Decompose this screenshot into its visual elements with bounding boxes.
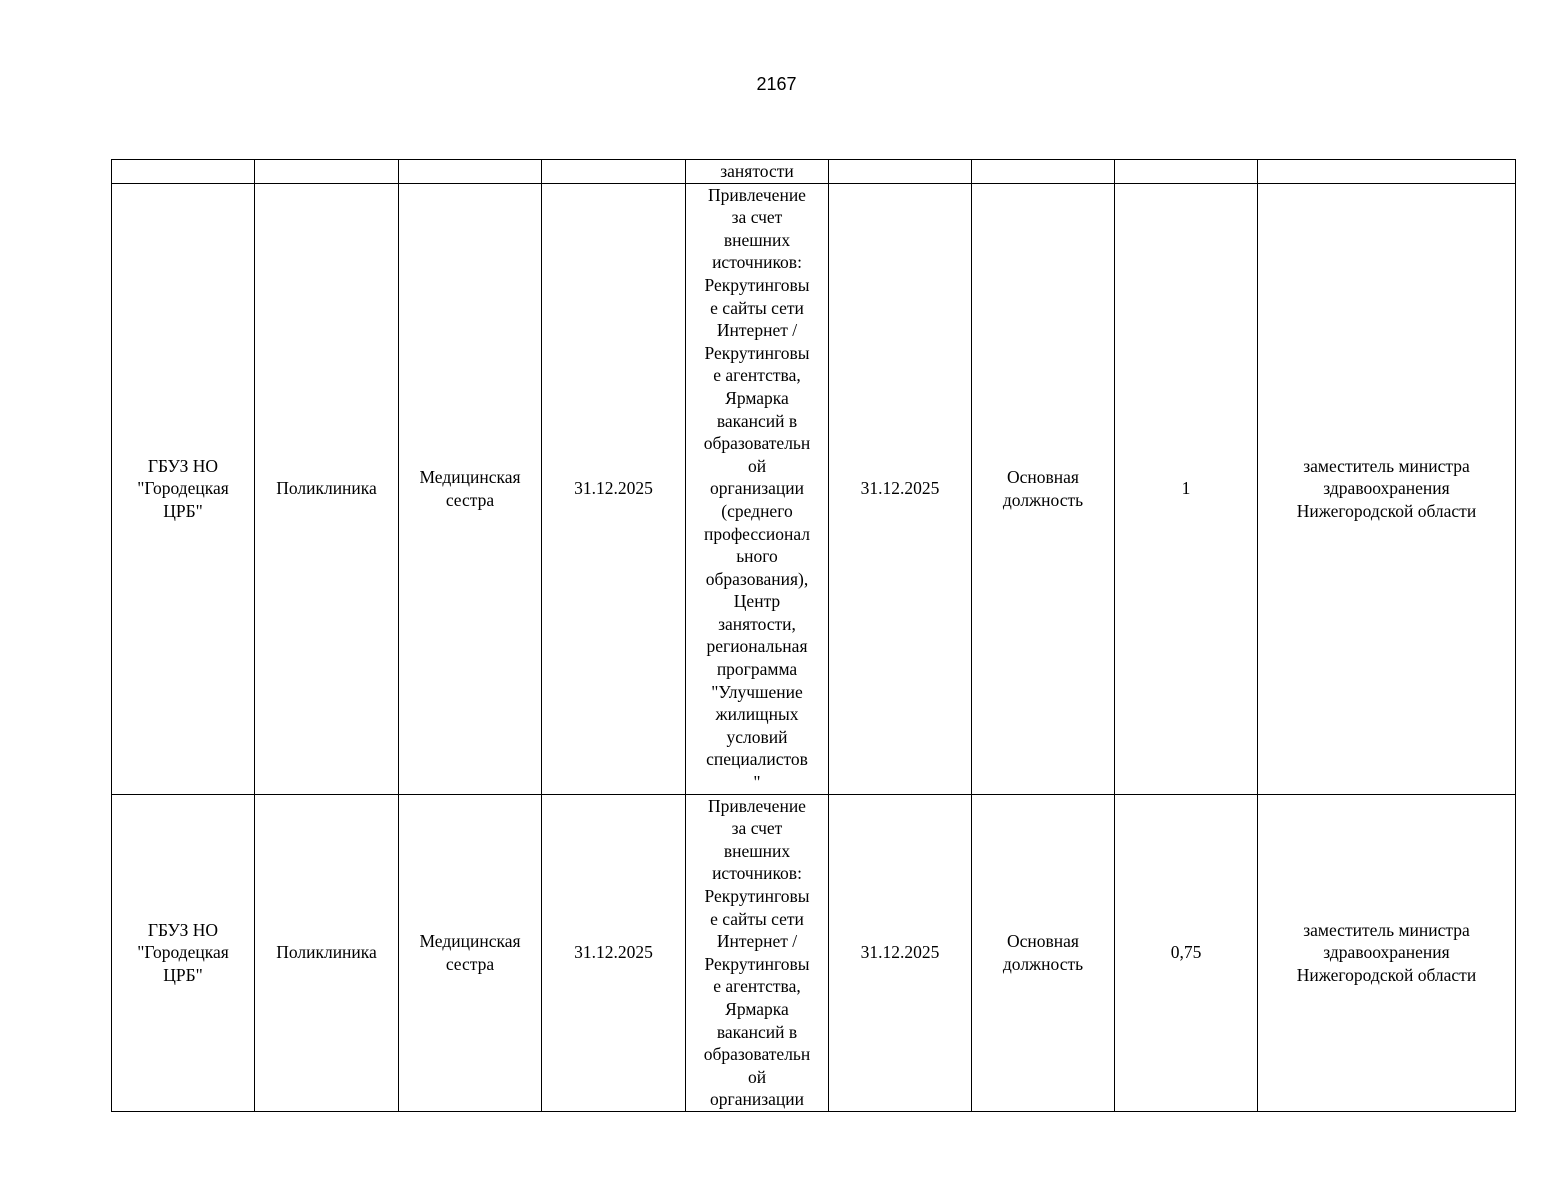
cell-date-1: 31.12.2025: [542, 794, 686, 1111]
cell-position: Медицинская сестра: [399, 794, 542, 1111]
cell-date-2: [829, 160, 972, 184]
table-row: [112, 183, 1516, 794]
cell-organization: [112, 160, 255, 184]
cell-responsible: заместитель министра здравоохранения Нижегородской области: [1258, 794, 1516, 1111]
cell-organization: ГБУЗ НО "Городецкая ЦРБ": [112, 183, 255, 794]
staffing-table: [111, 159, 1516, 1112]
table-row-continuation: [112, 160, 1516, 184]
table-row: [112, 794, 1516, 1111]
cell-source: занятости: [686, 160, 829, 184]
cell-position: Медицинская сестра: [399, 183, 542, 794]
cell-source: Привлечение за счет внешних источников: Рекрутинговы е сайты сети Интернет / Рекрутинговы е агентства, Ярмарка вакансий в образовательн ой организации: [686, 794, 829, 1111]
cell-rate: 0,75: [1115, 794, 1258, 1111]
cell-organization: ГБУЗ НО "Городецкая ЦРБ": [112, 794, 255, 1111]
page-number: 2167: [756, 74, 797, 94]
cell-responsible: заместитель министра здравоохранения Нижегородской области: [1258, 183, 1516, 794]
cell-employment-type: [972, 160, 1115, 184]
cell-source: Привлечение за счет внешних источников: Рекрутинговы е сайты сети Интернет / Рекрутинговы е агентства, Ярмарка вакансий в образовательн ой организации (среднего профессионал ьного образования), Центр занятости, региональная программа "Улучшение жилищных условий специалистов ": [686, 183, 829, 794]
cell-position: [399, 160, 542, 184]
cell-department: [255, 160, 399, 184]
cell-employment-type: Основная должность: [972, 794, 1115, 1111]
cell-date-2: 31.12.2025: [829, 794, 972, 1111]
cell-date-2: 31.12.2025: [829, 183, 972, 794]
cell-responsible: [1258, 160, 1516, 184]
cell-date-1: 31.12.2025: [542, 183, 686, 794]
cell-employment-type: Основная должность: [972, 183, 1115, 794]
cell-department: Поликлиника: [255, 183, 399, 794]
cell-rate: 1: [1115, 183, 1258, 794]
cell-rate: [1115, 160, 1258, 184]
cell-date-1: [542, 160, 686, 184]
cell-department: Поликлиника: [255, 794, 399, 1111]
